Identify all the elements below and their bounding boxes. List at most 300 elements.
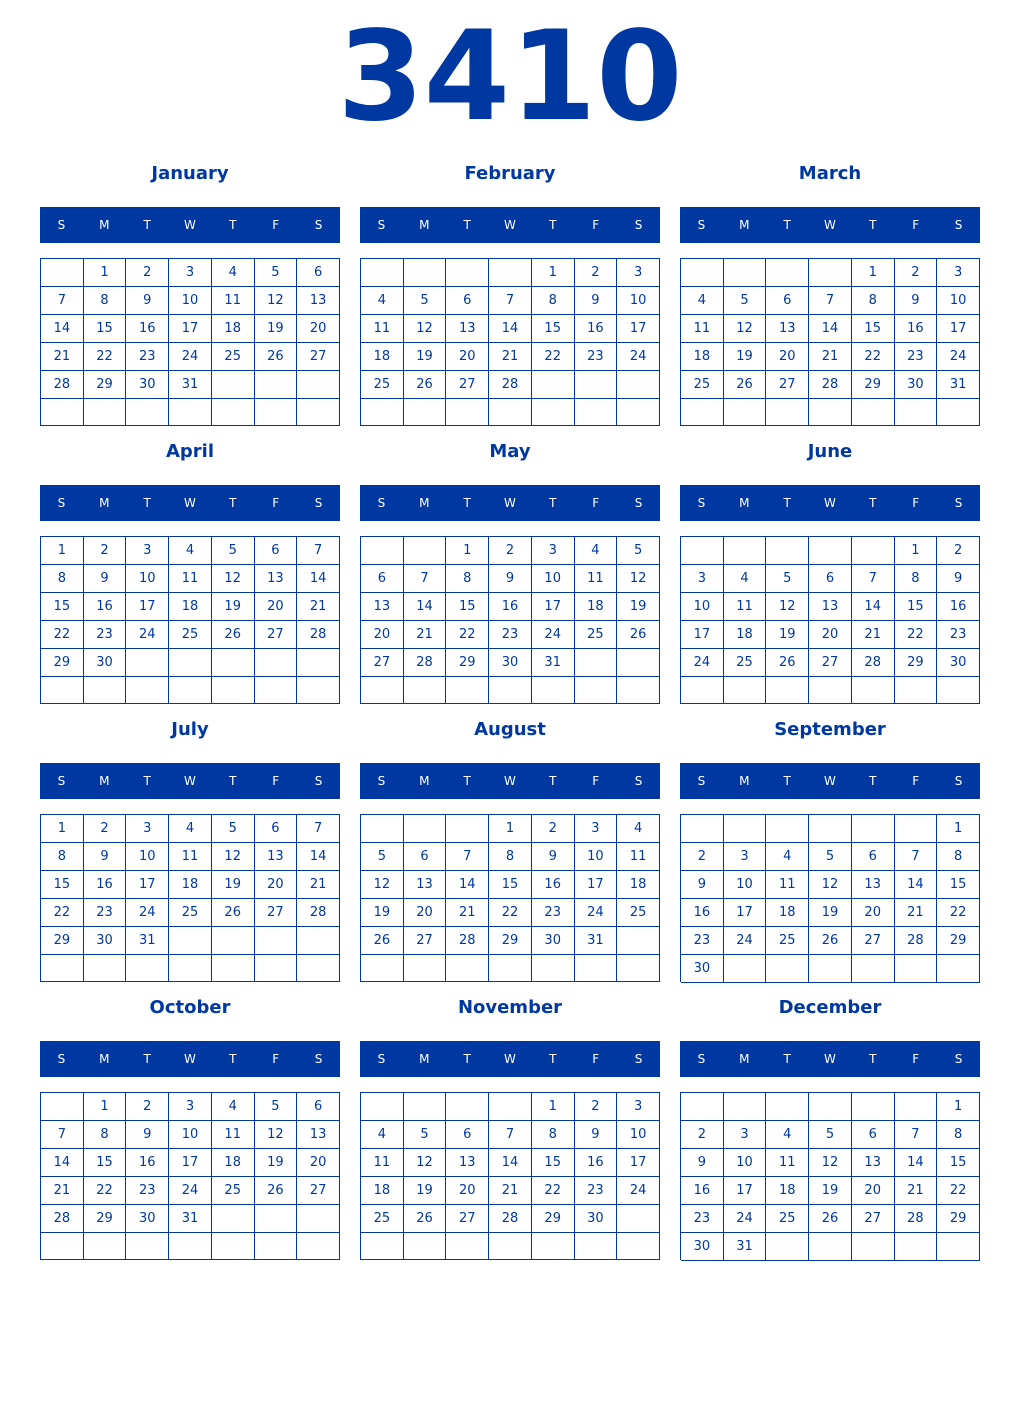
day-cell: 24 [126, 899, 169, 927]
day-cell: 9 [126, 287, 169, 315]
day-cell: 11 [617, 843, 660, 871]
day-cell: 6 [446, 287, 489, 315]
day-cell: 17 [724, 899, 767, 927]
day-cell: 27 [255, 621, 298, 649]
day-cell: 25 [575, 621, 618, 649]
day-grid [40, 536, 340, 704]
day-cell: 7 [809, 287, 852, 315]
day-cell: 5 [617, 537, 660, 565]
weekday-label: T [869, 496, 877, 510]
day-cell: 4 [169, 815, 212, 843]
day-cell: 24 [681, 649, 724, 677]
month-april [40, 439, 340, 670]
day-cell: 1 [489, 815, 532, 843]
day-grid [680, 814, 980, 982]
day-cell: 26 [361, 927, 404, 955]
day-cell: 3 [681, 565, 724, 593]
day-cell: 3 [724, 843, 767, 871]
empty-day-cell [404, 1093, 447, 1121]
weekday-header [40, 763, 340, 799]
day-cell: 4 [212, 259, 255, 287]
day-cell: 16 [681, 899, 724, 927]
day-cell: 23 [489, 621, 532, 649]
day-cell: 18 [361, 1177, 404, 1205]
month-june [680, 439, 980, 670]
weekday-header [680, 763, 980, 799]
empty-day-cell [575, 677, 618, 704]
day-cell: 2 [575, 1093, 618, 1121]
day-cell: 5 [724, 287, 767, 315]
day-cell: 3 [126, 815, 169, 843]
empty-day-cell [852, 677, 895, 704]
day-cell: 5 [361, 843, 404, 871]
day-cell: 19 [809, 1177, 852, 1205]
day-cell: 11 [724, 593, 767, 621]
month-january [40, 161, 340, 392]
day-cell: 22 [41, 899, 84, 927]
day-cell: 4 [361, 287, 404, 315]
day-cell: 6 [852, 843, 895, 871]
day-cell: 5 [255, 1093, 298, 1121]
day-cell: 8 [84, 287, 127, 315]
empty-day-cell [937, 955, 980, 983]
weekday-label: W [824, 774, 836, 788]
weekday-label: T [783, 1052, 791, 1066]
day-cell: 23 [937, 621, 980, 649]
month-july [40, 717, 340, 948]
day-cell: 18 [766, 899, 809, 927]
empty-day-cell [532, 955, 575, 982]
day-cell: 20 [297, 315, 340, 343]
day-cell: 15 [446, 593, 489, 621]
day-cell: 15 [895, 593, 938, 621]
weekday-label: S [57, 496, 66, 510]
day-cell: 25 [169, 899, 212, 927]
day-cell: 18 [212, 315, 255, 343]
day-cell: 16 [126, 315, 169, 343]
day-cell: 25 [724, 649, 767, 677]
empty-day-cell [84, 677, 127, 704]
day-cell: 11 [766, 1149, 809, 1177]
weekday-label: S [57, 774, 66, 788]
day-cell: 13 [255, 843, 298, 871]
empty-day-cell [41, 399, 84, 426]
empty-day-cell [169, 927, 212, 955]
day-cell: 29 [446, 649, 489, 677]
month-december [680, 995, 980, 1254]
day-cell: 6 [361, 565, 404, 593]
day-cell: 28 [297, 621, 340, 649]
day-cell: 23 [126, 1177, 169, 1205]
weekday-label: T [229, 218, 237, 232]
weekday-label: W [184, 774, 196, 788]
month-name: May [489, 441, 531, 462]
day-cell: 17 [617, 315, 660, 343]
day-cell: 14 [297, 843, 340, 871]
day-cell: 30 [126, 1205, 169, 1233]
day-cell: 3 [126, 537, 169, 565]
weekday-label: S [697, 496, 706, 510]
day-grid [40, 1092, 340, 1260]
day-cell: 8 [532, 1121, 575, 1149]
empty-day-cell [852, 399, 895, 426]
day-cell: 21 [297, 871, 340, 899]
weekday-label: S [314, 496, 323, 510]
weekday-label: M [99, 1052, 110, 1066]
day-cell: 15 [84, 1149, 127, 1177]
weekday-label: W [504, 496, 516, 510]
day-cell: 15 [532, 1149, 575, 1177]
day-cell: 23 [84, 621, 127, 649]
day-cell: 6 [404, 843, 447, 871]
empty-day-cell [724, 815, 767, 843]
month-name: September [774, 719, 886, 740]
weekday-header [680, 1041, 980, 1077]
day-cell: 12 [404, 1149, 447, 1177]
empty-day-cell [532, 371, 575, 399]
empty-day-cell [809, 537, 852, 565]
month-name: October [149, 997, 231, 1018]
weekday-label: S [634, 218, 643, 232]
day-cell: 1 [532, 259, 575, 287]
empty-day-cell [937, 677, 980, 704]
day-cell: 30 [681, 955, 724, 983]
day-cell: 29 [895, 649, 938, 677]
day-cell: 20 [297, 1149, 340, 1177]
day-cell: 12 [255, 287, 298, 315]
day-cell: 2 [489, 537, 532, 565]
day-cell: 1 [41, 537, 84, 565]
day-cell: 4 [681, 287, 724, 315]
weekday-label: M [99, 496, 110, 510]
day-cell: 7 [41, 287, 84, 315]
day-cell: 14 [809, 315, 852, 343]
empty-day-cell [404, 1233, 447, 1260]
weekday-label: M [99, 218, 110, 232]
day-cell: 15 [41, 871, 84, 899]
day-cell: 28 [852, 649, 895, 677]
day-cell: 30 [575, 1205, 618, 1233]
day-cell: 28 [41, 1205, 84, 1233]
day-cell: 2 [937, 537, 980, 565]
empty-day-cell [617, 1233, 660, 1260]
day-cell: 21 [41, 343, 84, 371]
day-cell: 12 [404, 315, 447, 343]
day-cell: 19 [255, 1149, 298, 1177]
day-cell: 19 [212, 593, 255, 621]
weekday-label: S [377, 218, 386, 232]
weekday-label: S [314, 1052, 323, 1066]
weekday-label: S [634, 496, 643, 510]
weekday-label: F [592, 496, 600, 510]
day-cell: 18 [212, 1149, 255, 1177]
day-cell: 3 [169, 259, 212, 287]
day-cell: 29 [937, 927, 980, 955]
day-cell: 12 [617, 565, 660, 593]
day-cell: 20 [255, 593, 298, 621]
day-cell: 18 [169, 871, 212, 899]
empty-day-cell [297, 371, 340, 399]
day-cell: 14 [41, 315, 84, 343]
day-cell: 19 [724, 343, 767, 371]
weekday-label: T [229, 1052, 237, 1066]
day-cell: 20 [809, 621, 852, 649]
weekday-label: F [912, 218, 920, 232]
empty-day-cell [212, 927, 255, 955]
empty-day-cell [41, 677, 84, 704]
day-cell: 6 [255, 815, 298, 843]
day-cell: 25 [766, 1205, 809, 1233]
empty-day-cell [681, 399, 724, 426]
empty-day-cell [255, 649, 298, 677]
day-cell: 3 [169, 1093, 212, 1121]
empty-day-cell [212, 955, 255, 982]
month-september [680, 717, 980, 976]
day-cell: 8 [852, 287, 895, 315]
day-cell: 20 [446, 1177, 489, 1205]
empty-day-cell [446, 259, 489, 287]
empty-day-cell [724, 537, 767, 565]
day-cell: 28 [489, 371, 532, 399]
day-cell: 21 [489, 1177, 532, 1205]
weekday-header [40, 207, 340, 243]
day-cell: 15 [489, 871, 532, 899]
day-cell: 22 [489, 899, 532, 927]
day-cell: 11 [361, 1149, 404, 1177]
day-cell: 1 [895, 537, 938, 565]
empty-day-cell [681, 677, 724, 704]
day-cell: 18 [169, 593, 212, 621]
day-cell: 6 [297, 259, 340, 287]
day-cell: 17 [532, 593, 575, 621]
day-cell: 5 [809, 843, 852, 871]
day-cell: 31 [126, 927, 169, 955]
empty-day-cell [766, 399, 809, 426]
weekday-label: S [697, 218, 706, 232]
day-cell: 26 [809, 927, 852, 955]
day-cell: 20 [361, 621, 404, 649]
day-cell: 27 [852, 1205, 895, 1233]
day-cell: 31 [169, 371, 212, 399]
weekday-label: T [143, 218, 151, 232]
empty-day-cell [681, 1093, 724, 1121]
empty-day-cell [532, 1233, 575, 1260]
day-cell: 10 [169, 287, 212, 315]
day-cell: 30 [895, 371, 938, 399]
day-cell: 27 [766, 371, 809, 399]
empty-day-cell [617, 1205, 660, 1233]
day-cell: 14 [489, 315, 532, 343]
day-cell: 8 [937, 843, 980, 871]
day-grid [680, 1092, 980, 1260]
day-cell: 8 [937, 1121, 980, 1149]
day-cell: 7 [852, 565, 895, 593]
empty-day-cell [169, 955, 212, 982]
day-cell: 1 [937, 1093, 980, 1121]
day-cell: 9 [84, 843, 127, 871]
empty-day-cell [532, 677, 575, 704]
weekday-header [360, 763, 660, 799]
empty-day-cell [724, 955, 767, 983]
day-cell: 2 [126, 259, 169, 287]
day-cell: 26 [724, 371, 767, 399]
day-cell: 11 [361, 315, 404, 343]
weekday-label: S [57, 218, 66, 232]
day-grid [680, 536, 980, 704]
day-cell: 22 [532, 1177, 575, 1205]
day-cell: 27 [404, 927, 447, 955]
empty-day-cell [724, 259, 767, 287]
day-cell: 6 [766, 287, 809, 315]
empty-day-cell [852, 537, 895, 565]
empty-day-cell [41, 955, 84, 982]
day-cell: 1 [446, 537, 489, 565]
month-november [360, 995, 660, 1226]
day-cell: 22 [446, 621, 489, 649]
day-cell: 10 [126, 565, 169, 593]
day-cell: 17 [937, 315, 980, 343]
day-cell: 23 [84, 899, 127, 927]
day-cell: 13 [255, 565, 298, 593]
day-cell: 1 [852, 259, 895, 287]
day-cell: 15 [852, 315, 895, 343]
empty-day-cell [724, 399, 767, 426]
day-cell: 19 [255, 315, 298, 343]
weekday-label: T [463, 496, 471, 510]
weekday-label: S [57, 1052, 66, 1066]
day-cell: 21 [895, 1177, 938, 1205]
day-cell: 31 [532, 649, 575, 677]
empty-day-cell [809, 955, 852, 983]
day-cell: 13 [852, 1149, 895, 1177]
day-cell: 24 [532, 621, 575, 649]
weekday-header [360, 207, 660, 243]
day-cell: 4 [169, 537, 212, 565]
day-cell: 5 [809, 1121, 852, 1149]
weekday-label: T [143, 774, 151, 788]
empty-day-cell [809, 259, 852, 287]
day-cell: 3 [724, 1121, 767, 1149]
day-cell: 14 [852, 593, 895, 621]
empty-day-cell [489, 1093, 532, 1121]
day-cell: 11 [212, 1121, 255, 1149]
day-cell: 24 [617, 343, 660, 371]
empty-day-cell [895, 399, 938, 426]
empty-day-cell [446, 955, 489, 982]
day-cell: 3 [617, 259, 660, 287]
weekday-label: F [592, 774, 600, 788]
day-cell: 24 [126, 621, 169, 649]
weekday-label: M [419, 496, 430, 510]
day-cell: 28 [895, 927, 938, 955]
day-cell: 19 [361, 899, 404, 927]
day-cell: 29 [852, 371, 895, 399]
day-cell: 17 [169, 1149, 212, 1177]
day-cell: 29 [532, 1205, 575, 1233]
weekday-label: T [783, 496, 791, 510]
day-grid [360, 1092, 660, 1260]
weekday-header [360, 485, 660, 521]
day-cell: 9 [575, 1121, 618, 1149]
day-cell: 7 [489, 1121, 532, 1149]
empty-day-cell [895, 677, 938, 704]
empty-day-cell [361, 677, 404, 704]
day-cell: 7 [297, 537, 340, 565]
day-cell: 30 [126, 371, 169, 399]
day-cell: 16 [575, 315, 618, 343]
weekday-label: T [549, 496, 557, 510]
empty-day-cell [766, 955, 809, 983]
day-cell: 7 [41, 1121, 84, 1149]
weekday-label: W [184, 496, 196, 510]
empty-day-cell [361, 259, 404, 287]
weekday-label: T [549, 218, 557, 232]
day-cell: 21 [297, 593, 340, 621]
day-cell: 4 [617, 815, 660, 843]
empty-day-cell [937, 1233, 980, 1261]
day-cell: 25 [617, 899, 660, 927]
day-cell: 18 [575, 593, 618, 621]
day-cell: 10 [532, 565, 575, 593]
day-cell: 9 [895, 287, 938, 315]
day-cell: 21 [404, 621, 447, 649]
day-cell: 17 [724, 1177, 767, 1205]
day-cell: 21 [446, 899, 489, 927]
day-cell: 8 [489, 843, 532, 871]
day-cell: 2 [532, 815, 575, 843]
day-cell: 23 [126, 343, 169, 371]
empty-day-cell [297, 1233, 340, 1260]
day-cell: 6 [297, 1093, 340, 1121]
day-cell: 26 [617, 621, 660, 649]
day-cell: 26 [766, 649, 809, 677]
empty-day-cell [126, 955, 169, 982]
day-cell: 31 [724, 1233, 767, 1261]
day-cell: 11 [766, 871, 809, 899]
day-cell: 20 [766, 343, 809, 371]
weekday-label: S [697, 774, 706, 788]
day-cell: 13 [404, 871, 447, 899]
weekday-label: F [272, 218, 280, 232]
day-cell: 26 [255, 1177, 298, 1205]
day-cell: 9 [681, 871, 724, 899]
empty-day-cell [489, 677, 532, 704]
day-cell: 29 [41, 649, 84, 677]
weekday-label: W [504, 1052, 516, 1066]
day-cell: 14 [895, 871, 938, 899]
day-cell: 24 [724, 927, 767, 955]
day-cell: 6 [809, 565, 852, 593]
day-cell: 28 [809, 371, 852, 399]
weekday-label: T [869, 1052, 877, 1066]
day-cell: 30 [681, 1233, 724, 1261]
day-cell: 7 [895, 843, 938, 871]
empty-day-cell [895, 815, 938, 843]
empty-day-cell [361, 815, 404, 843]
day-cell: 7 [895, 1121, 938, 1149]
day-cell: 4 [766, 1121, 809, 1149]
day-cell: 8 [41, 565, 84, 593]
empty-day-cell [255, 677, 298, 704]
empty-day-cell [809, 1093, 852, 1121]
day-cell: 13 [446, 1149, 489, 1177]
empty-day-cell [575, 955, 618, 982]
weekday-label: F [912, 774, 920, 788]
day-cell: 30 [84, 927, 127, 955]
empty-day-cell [895, 955, 938, 983]
weekday-label: W [184, 1052, 196, 1066]
day-cell: 12 [361, 871, 404, 899]
